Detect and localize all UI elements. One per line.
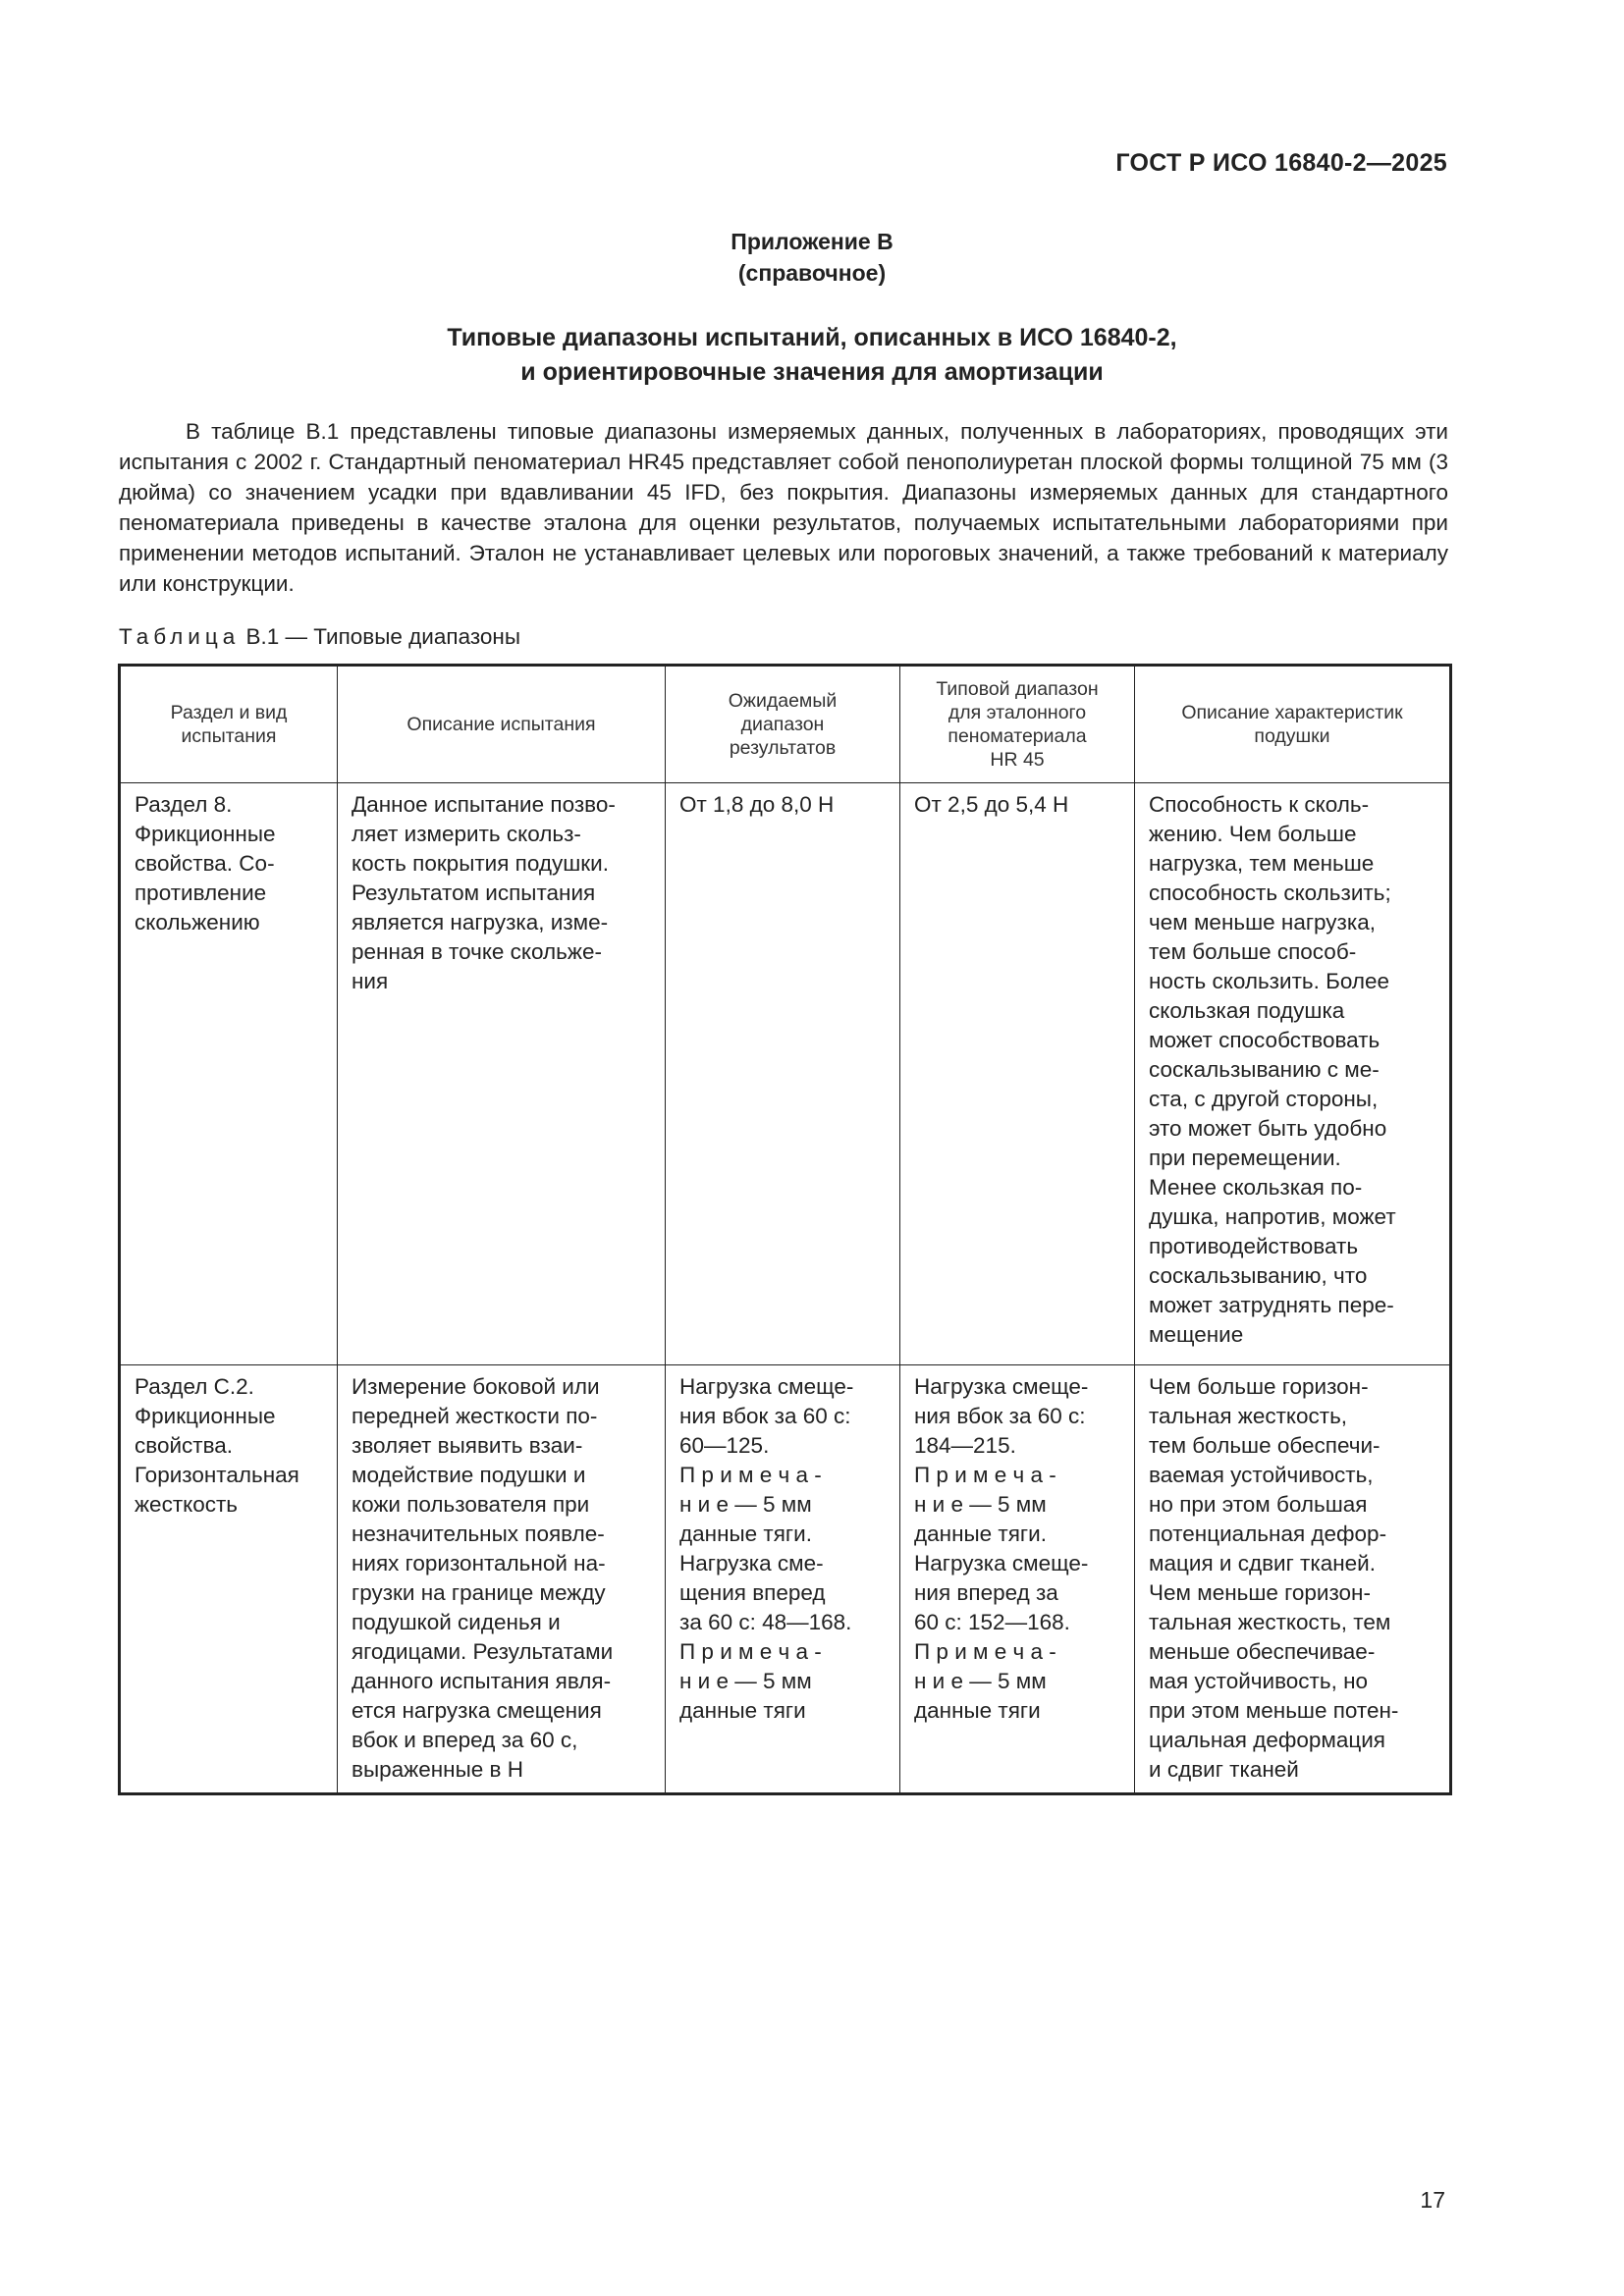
header-hr45-range: Типовой диапазон для эталонного пеноматериала HR 45 <box>900 666 1135 783</box>
header-expected-range: Ожидаемый диапазон результатов <box>666 666 900 783</box>
table-cell: Раздел С.2. Фрикционные свойства. Горизонтальная жесткость <box>120 1365 338 1794</box>
appendix-label: Приложение В <box>731 229 893 254</box>
table-cell: Нагрузка смеще- ния вбок за 60 с: 184—215. П р и м е ч а - н и е — 5 мм данные тяги. Нагрузка смеще- ния вперед за 60 с: 152—168. П р и м е ч а - н и е — 5 мм данные тяги <box>900 1365 1135 1794</box>
table-row <box>120 1365 1451 1794</box>
table-cell: Чем больше горизон- тальная жесткость, тем больше обеспечи- ваемая устойчивость, но при этом большая потенциальная дефор- мация и сдвиг тканей. Чем меньше горизон- тальная жесткость, тем меньше обеспечивае- мая устойчивость, но при этом меньше потен- циальная деформация и сдвиг тканей <box>1135 1365 1451 1794</box>
intro-paragraph: В таблице В.1 представлены типовые диапазоны измеряемых данных, полученных в лабораториях, проводящих эти испытания с 2002 г. Стандартный пеноматериал HR45 представляет собой пенополиуретан плоской формы толщиной 75 мм (3 дюйма) со значением усадки при вдавливании 45 IFD, без покрытия. Диапазоны измеряемых данных для стандартного пеноматериала приведены в качестве эталона для оценки результатов, получаемых испытательными лабораториями при применении методов испытаний. Эталон не устанавливает целевых или пороговых значений, а также требований к материалу или конструкции. <box>119 419 1448 596</box>
table-cell: Раздел 8. Фрикционные свойства. Со- противление скольжению <box>120 783 338 1365</box>
section-title-line-2: и ориентировочные значения для амортизации <box>520 358 1104 386</box>
table-cell: От 2,5 до 5,4 Н <box>900 783 1135 1365</box>
table-caption <box>119 624 520 650</box>
table-header-row <box>120 666 1451 783</box>
appendix-type: (справочное) <box>737 260 887 286</box>
table-cell: От 1,8 до 8,0 Н <box>666 783 900 1365</box>
ranges-table <box>118 664 1452 1795</box>
section-title <box>0 321 1624 390</box>
table-row <box>120 783 1451 1365</box>
appendix-heading <box>0 226 1624 289</box>
table-cell: Способность к сколь- жению. Чем больше нагрузка, тем меньше способность скользить; чем меньше нагрузка, тем больше способ- ность скользить. Более скользкая подушка может способствовать соскальзыванию с ме- ста, с другой стороны, это может быть удобно при перемещении. Менее скользкая по- душка, напротив, может противодействовать соскальзыванию, что может затруднять пере- мещение <box>1135 783 1451 1365</box>
header-characteristics: Описание характеристик подушки <box>1135 666 1451 783</box>
table-cell: Измерение боковой или передней жесткости по- зволяет выявить взаи- модействие подушки и кожи пользователя при незначительных появле- ниях горизонтальной на- грузки на границе между подушкой сиденья и ягодицами. Результатами данного испытания явля- ется нагрузка смещения вбок и вперед за 60 с, выраженные в Н <box>338 1365 666 1794</box>
header-description: Описание испытания <box>338 666 666 783</box>
table-cell: Данное испытание позво- ляет измерить скольз- кость покрытия подушки. Результатом испытания является нагрузка, изме- ренная в точке скольже- ния <box>338 783 666 1365</box>
table-caption-label: Таблица <box>119 624 241 649</box>
table-cell: Нагрузка смеще- ния вбок за 60 с: 60—125. П р и м е ч а - н и е — 5 мм данные тяги. Нагрузка сме- щения вперед за 60 с: 48—168. П р и м е ч а - н и е — 5 мм данные тяги <box>666 1365 900 1794</box>
document-header: ГОСТ Р ИСО 16840-2—2025 <box>1115 149 1447 177</box>
header-section: Раздел и вид испытания <box>120 666 338 783</box>
page-number: 17 <box>1420 2187 1445 2213</box>
section-title-line-1: Типовые диапазоны испытаний, описанных в ИСО 16840-2, <box>447 324 1177 351</box>
table-caption-text: В.1 — Типовые диапазоны <box>240 624 520 649</box>
